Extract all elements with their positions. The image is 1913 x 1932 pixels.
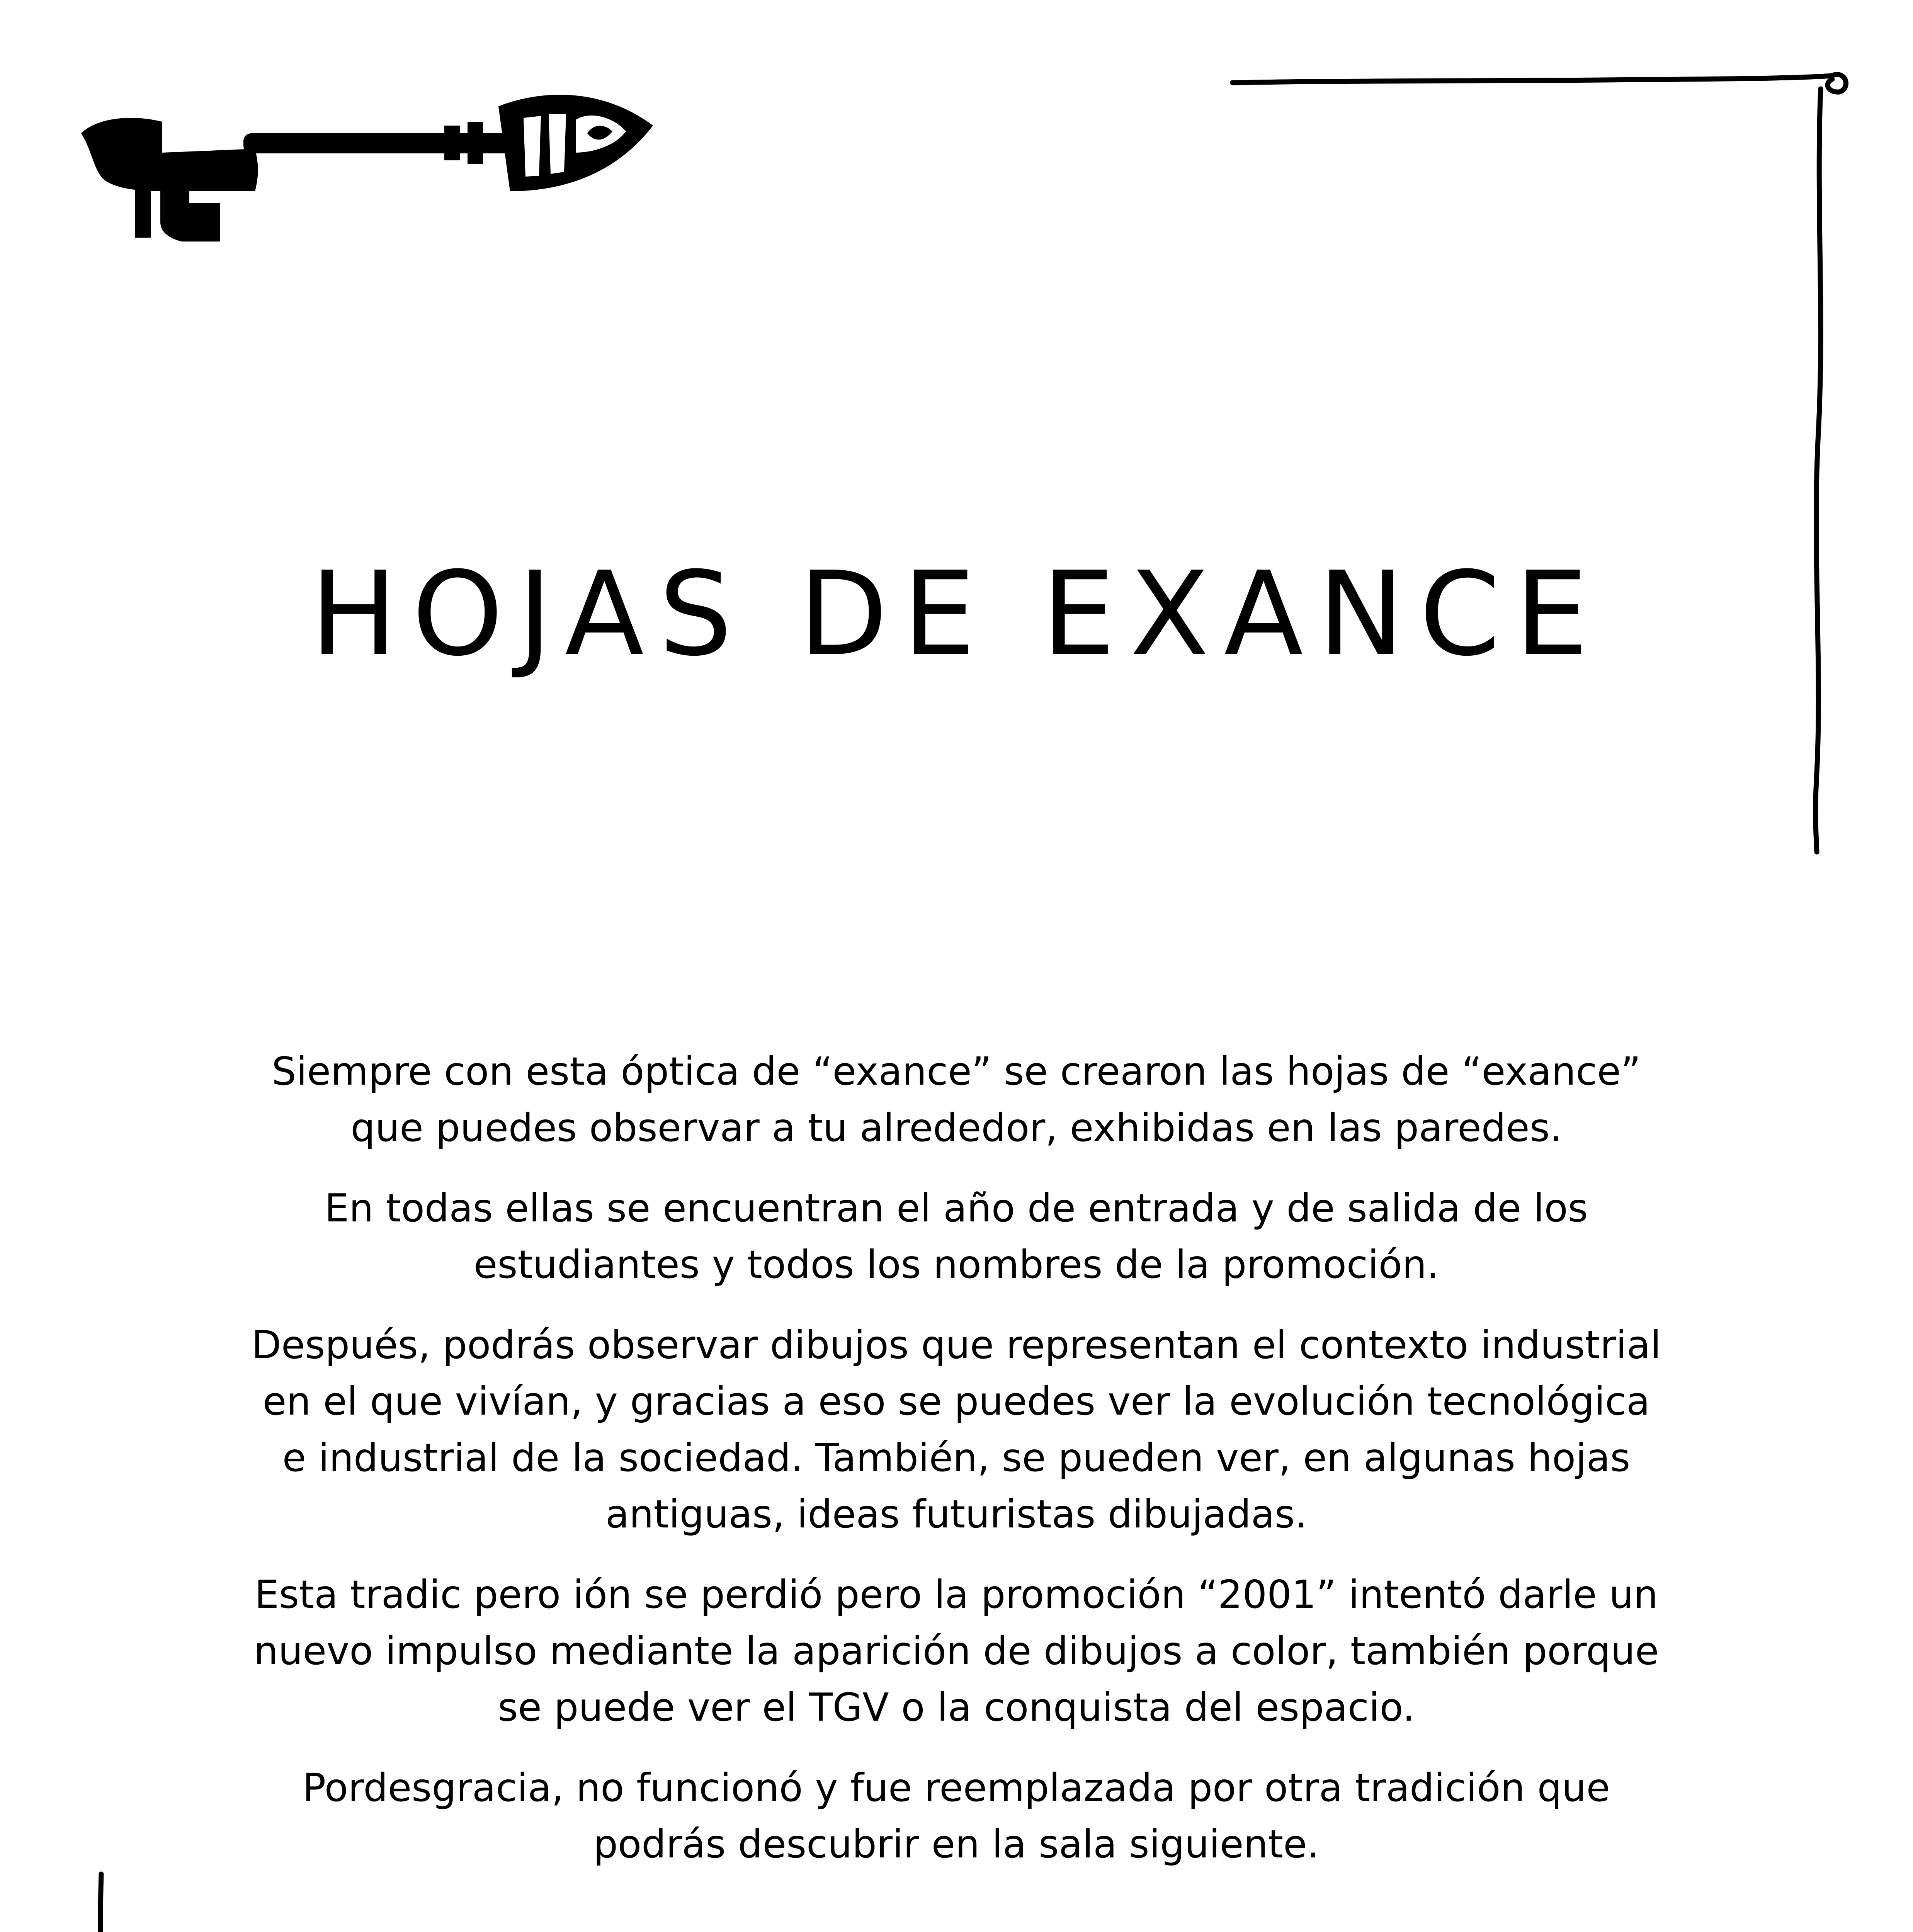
body-text — [247, 1043, 1665, 1896]
paragraph-3: Después, podrás observar dibujos que representan el contexto industrial en el que vivían, y gracias a eso se puedes ver la evolución tecnológica e industrial de la sociedad. También, se pueden ver, en algunas hojas antiguas, ideas futuristas dibujadas. — [251, 1322, 1661, 1537]
paragraph-2: En todas ellas se encuentran el año de entrada y de salida de los estudiantes y todos los nombres de la promoción. — [325, 1185, 1588, 1287]
page-title: HOJAS DE EXANCE — [310, 547, 1603, 682]
key-icon — [73, 75, 661, 242]
paragraph-5: Pordesgracia, no funcionó y fue reemplazada por otra tradición que podrás descubrir en la sala siguiente. — [302, 1765, 1610, 1867]
border-line-right — [1816, 89, 1821, 852]
paragraph-4: Esta tradic pero ión se perdió pero la promoción “2001” intentó darle un nuevo impulso mediante la aparición de dibujos a color, también porque se puede ver el TGV o la conquista del espacio. — [253, 1572, 1659, 1730]
border-line-left — [99, 1874, 103, 1932]
border-curl-top-right — [1828, 75, 1846, 92]
paragraph-1: Siempre con esta óptica de “exance” se crearon las hojas de “exance” que puedes observar a tu alrededor, exhibidas en las paredes. — [272, 1049, 1641, 1150]
border-line-top — [1233, 76, 1831, 83]
